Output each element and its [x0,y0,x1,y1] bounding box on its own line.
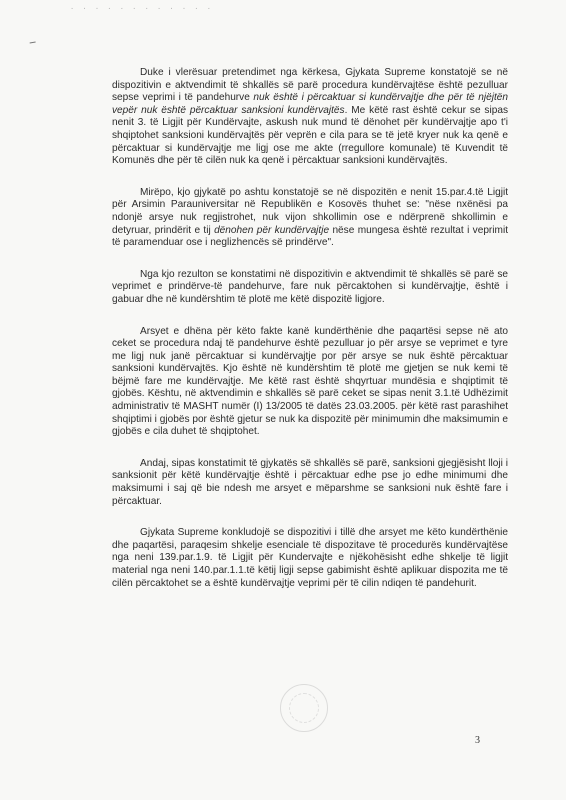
paragraph-2: Mirëpo, kjo gjykatë po ashtu konstatojë se në dispozitën e nenit 15.par.4.të Ligjit për Arsimin Parauniversitar në Republikën e Kosovës thuhet se: "nëse nxënësi pa ndonjë arsye nuk regjistrohet, nuk vijon shkollimin ose e ndërprenë shkollimin e detyruar, prindërit e tij dënohen për kundërvajtje nëse mungesa është rezultat i veprimit të paramenduar ose i neglizhencës së prindërve". [112,186,508,249]
faint-seal-stamp [280,684,328,732]
paragraph-5: Andaj, sipas konstatimit të gjykatës së shkallës së parë, sanksioni gjegjësisht lloji i sanksionit për këtë kundërvajtje është i përcaktuar edhe pse jo edhe minimumi dhe maksimumi i saj që bie ndesh me arsyet e mëparshme se sanksioni nuk është fare i përcaktuar. [112,457,508,507]
paragraph-1: Duke i vlerësuar pretendimet nga kërkesa, Gjykata Supreme konstatojë se në dispozitivin e aktvendimit të shkallës së parë procedura kundërvajtëse është pezulluar sepse veprimi i të pandehurve nuk është i përcaktuar si kundërvajtje dhe për të njëjtën vepër nuk është përcaktuar sanksioni kundërvajtës. Me këtë rast është cekur se sipas nenit 3. të Ligjit për Kundërvajte, askush nuk mund të dënohet për kundërvajtje apo t'i shqiptohet sanksioni kundërvajtës për veprën e cila para se të jetë kryer nuk ka qenë e përcaktuar si kundërvajtje me ligj ose me akte (rregullore komunale) të Kuvendit të Komunës dhe për të cilën nuk ka qenë i përcaktuar sanksioni kundërvajtës. [112,67,508,167]
paragraph-3: Nga kjo rezulton se konstatimi në dispozitivin e aktvendimit të shkallës së parë se veprimet e prindërve-të pandehurve, fare nuk përcaktohen si kundërvajtje, është i gabuar dhe në kundërshtim të plotë me këtë dispozitë ligjore. [112,268,508,305]
paragraph-4: Arsyet e dhëna për këto fakte kanë kundërthënie dhe paqartësi sepse në ato ceket se procedura ndaj të pandehurve është pezulluar jo për arsye se veprimet e tyre me ligj nuk janë përcaktuar si kundërvajtje por për arsye se nuk është përcaktuar sanksioni kundërvajtës. Kjo është në kundërshtim të plotë me gjetjen se nuk kemi të bëjmë fare me kundërvajtje. Me këtë rast është shqyrtuar mundësia e shqiptimit të gjobës. Kështu, në aktvendimin e shkallës së parë ceket se sipas nenit 3.1.të Udhëzimit administrativ të MASHT numër (I) 13/2005 të datës 23.03.2005. për këtë rast parashihet shqiptimi i gjobës por është gjetur se nuk ka dispozitë për minimumin dhe maksimumin e gjobës e cila duhet të shqiptohet. [112,325,508,438]
page-number: 3 [475,735,480,746]
document-body [112,67,508,590]
scan-mark [30,42,37,48]
paragraph-6: Gjykata Supreme konkludojë se dispozitivi i tillë dhe arsyet me këto kundërthënie dhe paqartësi, paraqesim shkelje esenciale të dispozitave të procedurës kundërvajtëse nga neni 139.par.1.9. të Ligjit për Kundervajte e njëkohësisht edhe shkelje të ligjit material nga neni 140.par.1.1.të këtij ligji sepse gabimisht është aplikuar dispozita me të cilën përcaktohet se a është kundërvajtje veprimi për të cilin ndiqen të pandehurit. [112,527,508,589]
scan-artifact: · · · · · · · · · · · · [70,5,213,13]
